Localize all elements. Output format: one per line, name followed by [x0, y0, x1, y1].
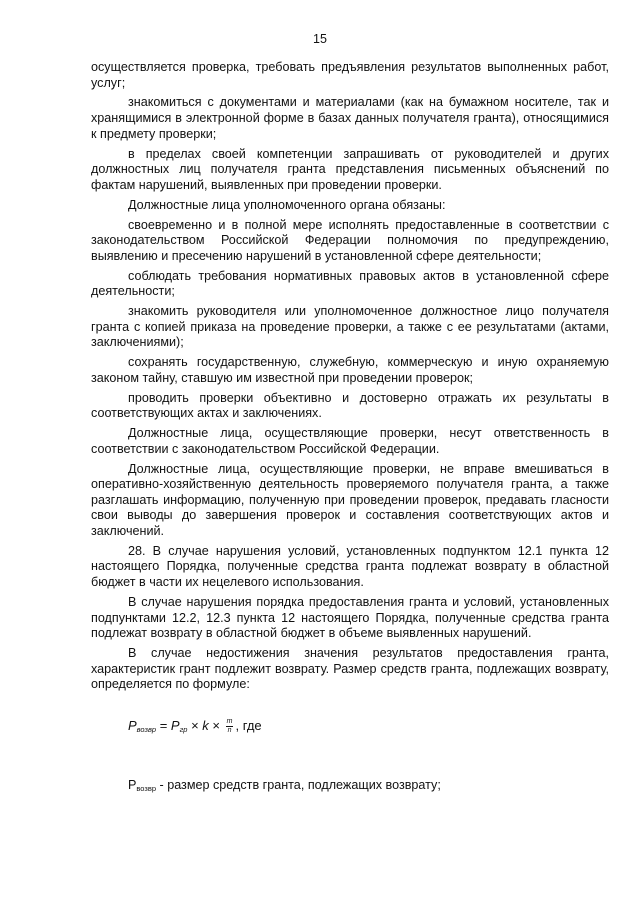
formula-suffix: , где	[235, 717, 262, 733]
page-number: 15	[313, 32, 327, 46]
definition-symbol: P	[128, 777, 137, 792]
formula-definition	[128, 778, 609, 797]
paragraph: соблюдать требования нормативных правовых актов в установленной сфере деятельности;	[91, 268, 609, 299]
paragraph: В случае недостижения значения результатов предоставления гранта, характеристик грант подлежит возврату. Размер средств гранта, подлежащих возврату, определяется по формуле:	[91, 646, 609, 692]
paragraph: Должностные лица уполномоченного органа обязаны:	[128, 197, 446, 212]
formula-fraction	[226, 718, 234, 735]
formula-k: k	[202, 717, 209, 733]
definition-text: - размер средств гранта, подлежащих возврату;	[156, 777, 441, 792]
paragraph: Должностные лица, осуществляющие проверки, несут ответственность в соответствии с законодательством Российской Федерации.	[91, 426, 609, 456]
paragraph: знакомить руководителя или уполномоченное должностное лицо получателя гранта с копией приказа на проведение проверки, а также с ее результатами (актами, заключениями);	[91, 304, 609, 350]
fraction-numerator: m	[226, 717, 233, 725]
paragraph: 28. В случае нарушения условий, установленных подпунктом 12.1 пункта 12 настоящего Порядка, полученные средства гранта подлежат возврату в областной бюджет в части их нецелевого использования.	[91, 543, 609, 590]
formula-lhs-subscript: возвр	[136, 724, 157, 734]
document-body	[91, 60, 609, 796]
refund-formula	[128, 718, 609, 756]
paragraph: В случае нарушения порядка предоставления гранта и условий, установленных подпунктами 12.2, 12.3 пункта 12 настоящего Порядка, полученные средства гранта подлежат возврату в областной бюджет в объеме выявленных нарушений.	[91, 594, 609, 641]
formula-times: ×	[208, 717, 224, 733]
paragraph: в пределах своей компетенции запрашивать от руководителей и других должностных лиц получателя гранта представления письменных объяснений по фактам нарушений, выявленных при проведении проверки.	[91, 146, 609, 192]
paragraph: знакомиться с документами и материалами (как на бумажном носителе, так и хранящимися в электронной форме в базах данных получателя гранта), относящимися к предмету проверки;	[91, 95, 609, 141]
formula-equals: =	[156, 717, 171, 733]
formula-lhs-symbol: P	[128, 717, 137, 733]
formula-rhs-subscript: гр	[179, 724, 188, 734]
formula-rhs-symbol: P	[170, 717, 180, 733]
paragraph: сохранять государственную, служебную, коммерческую и иную охраняемую законом тайну, ставшую им известной при проведении проверок;	[91, 355, 609, 385]
fraction-denominator: n	[227, 726, 232, 734]
paragraph: осуществляется проверка, требовать предъявления результатов выполненных работ, услуг;	[91, 60, 609, 90]
paragraph: Должностные лица, осуществляющие проверки, не вправе вмешиваться в оперативно-хозяйственную деятельность проверяемого получателя гранта, а также разглашать информацию, полученную при проведении проверок, предавать гласности свои выводы до завершения проверок и составления соответствующих актов и заключений.	[91, 461, 609, 538]
paragraph: проводить проверки объективно и достоверно отражать их результаты в соответствующих актах и заключениях.	[91, 390, 609, 421]
definition-subscript: возвр	[136, 783, 156, 793]
paragraph: своевременно и в полной мере исполнять предоставленные в соответствии с законодательством Российской Федерации полномочия по предупреждению, выявлению и пресечению нарушений в установленной сфере деятельности;	[91, 217, 609, 263]
formula-times: ×	[187, 717, 203, 733]
